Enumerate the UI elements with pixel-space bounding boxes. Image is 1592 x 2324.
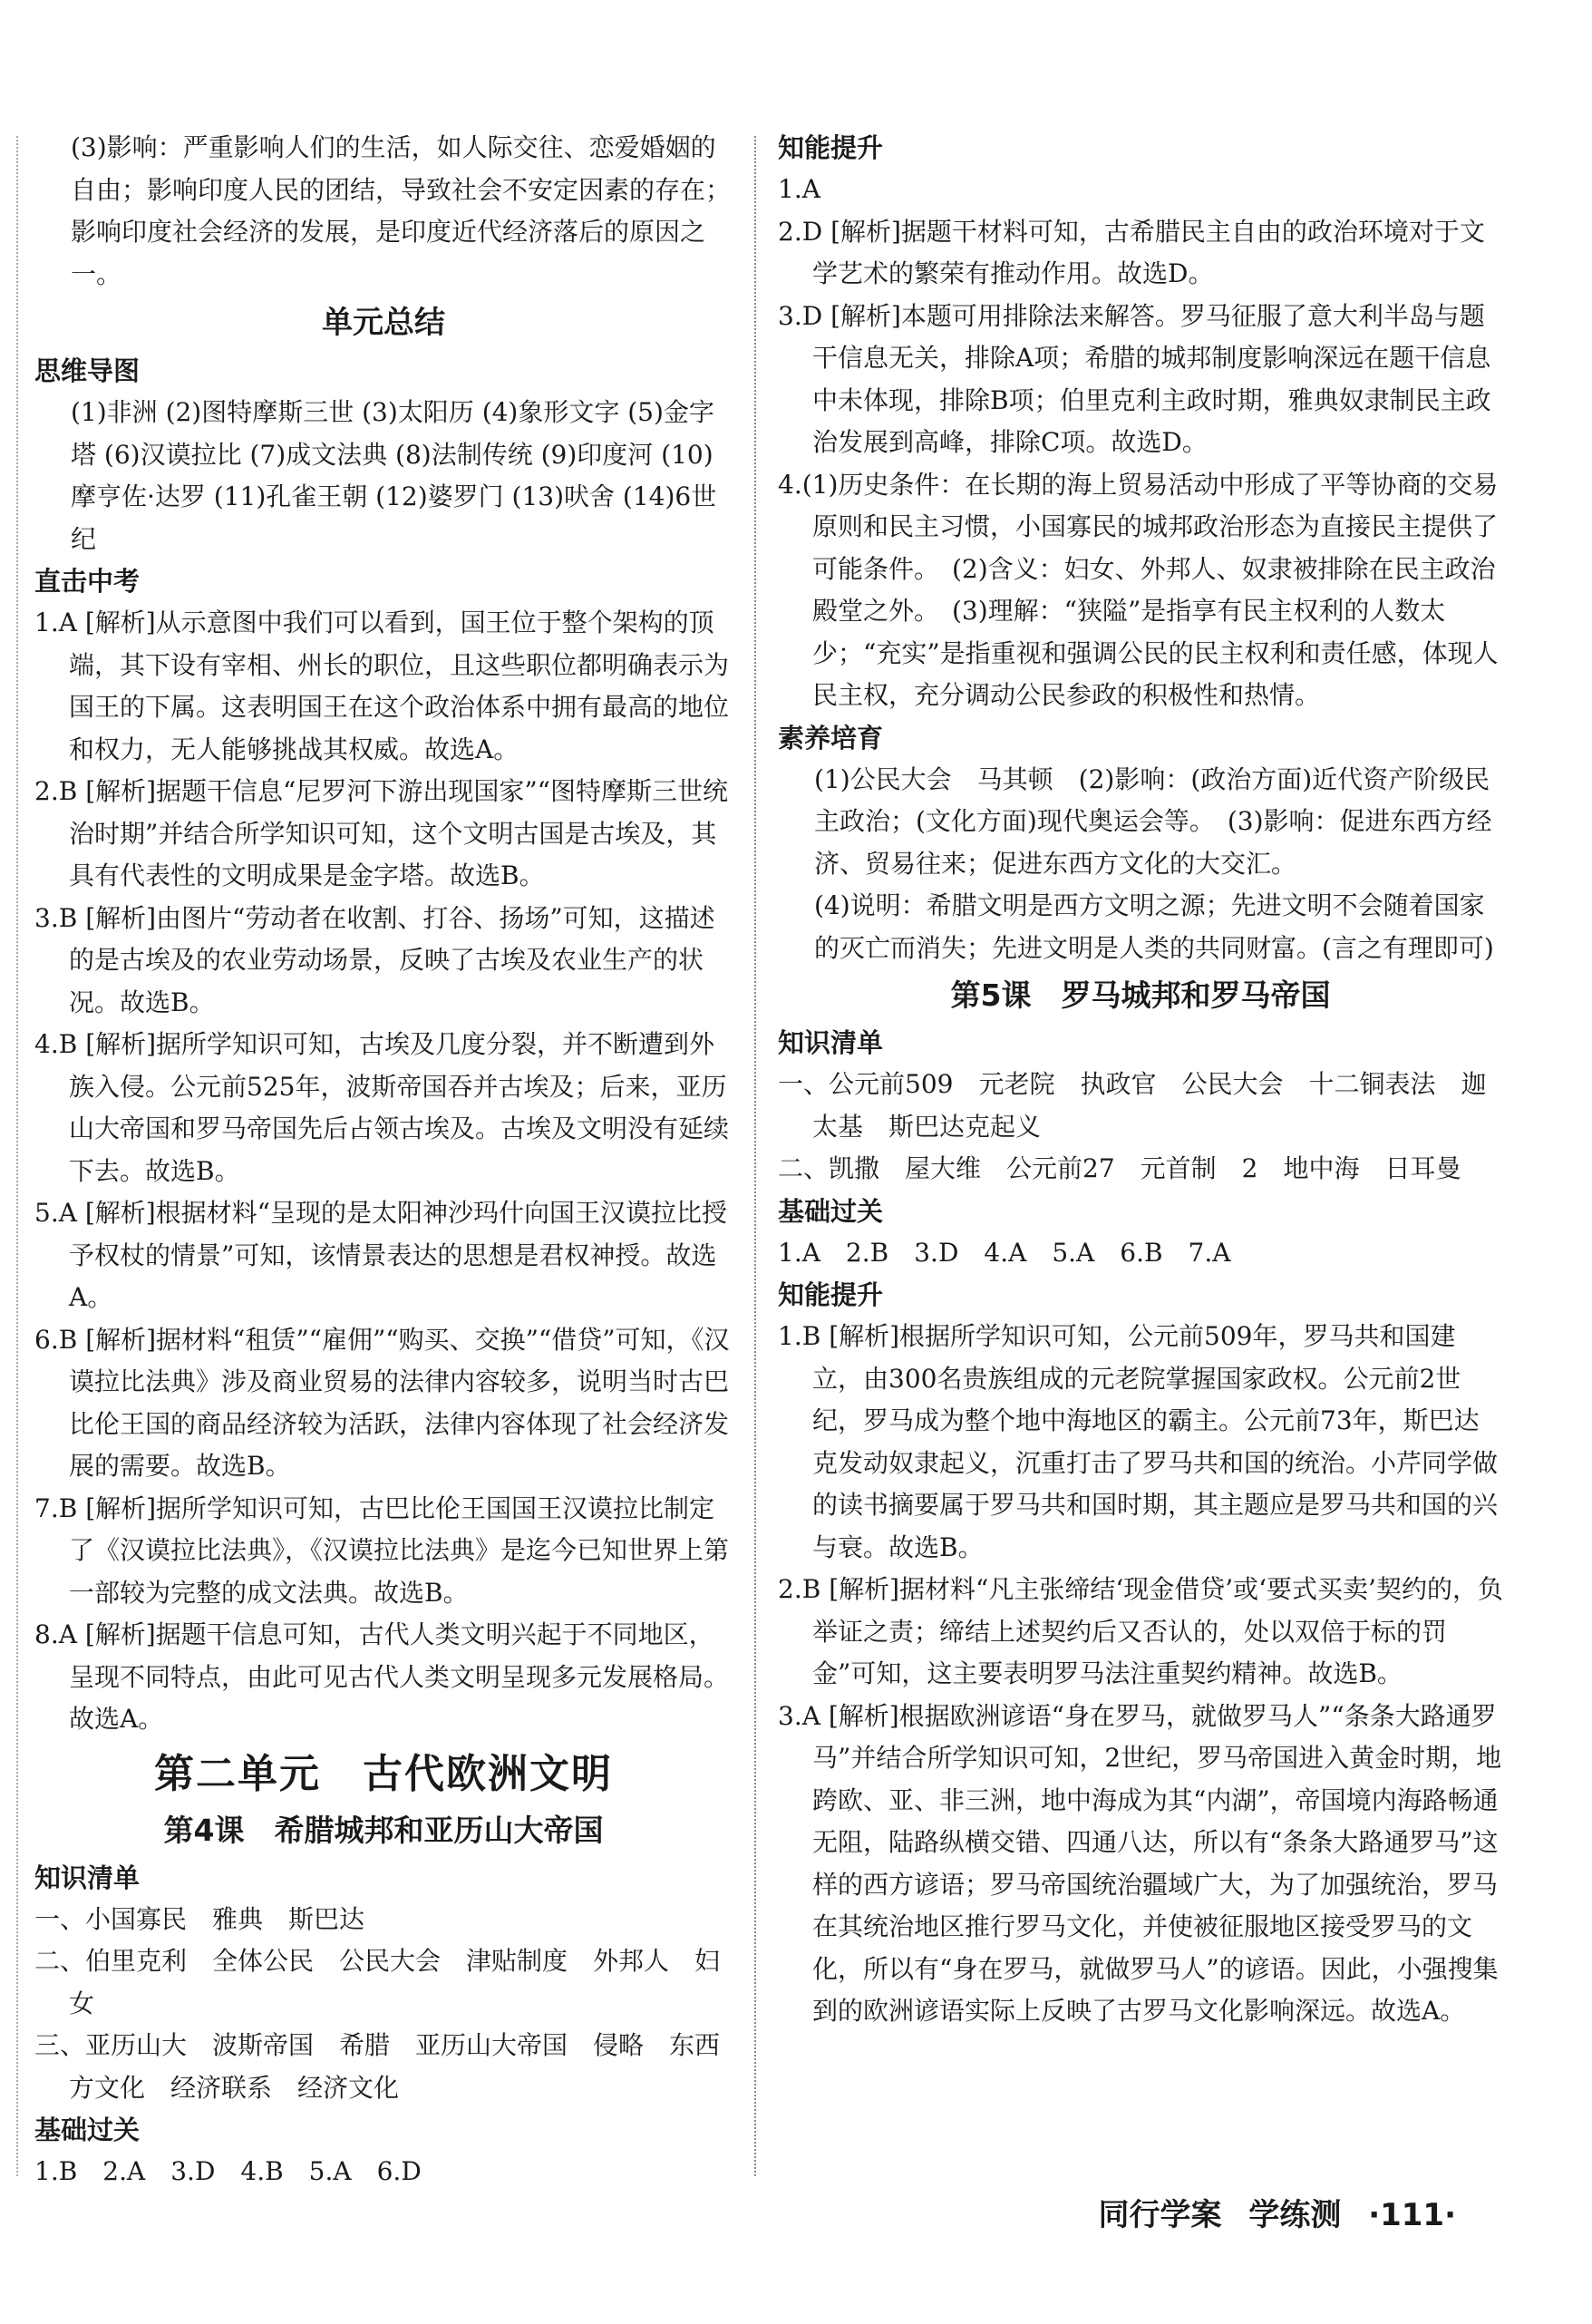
answer-item: 4.B [解析]据所学知识可知，古埃及几度分裂，并不断遭到外族入侵。公元前525年，波斯帝国吞并古埃及；后来，亚历山大帝国和罗马帝国先后占领古埃及。古埃及文明没有延续下去。故选B。 — [34, 1029, 730, 1186]
answer-item: 3.B [解析]由图片“劳动者在收割、打谷、扬场”可知，这描述的是古埃及的农业劳动场景，反映了古埃及农业生产的状况。故选B。 — [34, 902, 715, 1017]
literacy-heading: 素养培育 — [778, 722, 884, 754]
answer-item: 2.B [解析]据材料“凡主张缔结‘现金借贷’或‘要式买卖’契约的，负举证之责；缔结上述契约后又否认的，处以双倍于标的罚金”可知，这主要表明罗马法注重契约精神。故选B。 — [778, 1574, 1503, 1688]
mindmap-heading: 思维导图 — [34, 355, 141, 386]
basic-answers: 1.B 2.A 3.D 4.B 5.A 6.D — [34, 2156, 422, 2186]
knowledge-item: 一、小国寡民 雅典 斯巴达 — [34, 1903, 365, 1934]
knowledge-item: 一、公元前509 元老院 执政官 公民大会 十二铜表法 迦太基 斯巴达克起义 — [778, 1069, 1487, 1142]
knowledge-item: 三、亚历山大 波斯帝国 希腊 亚历山大帝国 侵略 东西方文化 经济联系 经济文化 — [34, 2030, 721, 2103]
knowledge-item: 二、伯里克利 全体公民 公民大会 津贴制度 外邦人 妇女 — [34, 1946, 721, 2018]
answer-item: 6.B [解析]据材料“租赁”“雇佣”“购买、交换”“借贷”可知，《汉谟拉比法典》涉及商业贸易的法律内容较多，说明当时古巴比伦王国的商品经济较为活跃，法律内容体现了社会经济发展的需要。故选B。 — [34, 1324, 730, 1481]
lesson5-title: 第5课 罗马城邦和罗马帝国 — [950, 977, 1331, 1013]
mindmap-answers: (1)非洲 (2)图特摩斯三世 (3)太阳历 (4)象形文字 (5)金字塔 (6)汉谟拉比 (7)成文法典 (8)法制传统 (9)印度河 (10)摩亨佐·达罗 (11)孔雀王朝 (12)婆罗门 (13)吠舍 (14)6世纪 — [71, 397, 717, 554]
knowledge-item: 二、凯撒 屋大维 公元前27 元首制 2 地中海 日耳曼 — [778, 1153, 1461, 1183]
answer-item: 5.A [解析]根据材料“呈现的是太阳神沙玛什向国王汉谟拉比授予权杖的情景”可知，该情景表达的思想是君权神授。故选A。 — [34, 1198, 728, 1312]
knowledge-heading: 知识清单 — [778, 1027, 884, 1058]
column-divider — [754, 136, 756, 2176]
answer-item: 1.B [解析]根据所学知识可知，公元前509年，罗马共和国建立，由300名贵族组成的元老院掌握国家政权。公元前2世纪，罗马成为整个地中海地区的霸主。公元前73年，斯巴达克发动奴隶起义，沉重打击了罗马共和国的统治。小芹同学做的读书摘要属于罗马共和国时期，其主题应是罗马共和国的兴与衰。故选B。 — [778, 1321, 1499, 1562]
right-column — [778, 127, 1503, 2033]
knowledge-heading: 知识清单 — [34, 1862, 141, 1893]
answer-item: 7.B [解析]据所学知识可知，古巴比伦王国国王汉谟拉比制定了《汉谟拉比法典》，《汉谟拉比法典》是迄今已知世界上第一部较为完整的成文法典。故选B。 — [34, 1493, 730, 1608]
zhongkao-heading: 直击中考 — [34, 566, 141, 597]
footer-series: 学练测 — [1248, 2197, 1342, 2233]
answer-item: 2.B [解析]据题干信息“尼罗河下游出现国家”“图特摩斯三世统治时期”并结合所学知识可知，这个文明古国是古埃及，其具有代表性的文明成果是金字塔。故选B。 — [34, 776, 728, 890]
answer-item: 4.(1)历史条件：在长期的海上贸易活动中形成了平等协商的交易原则和民主习惯，小国寡民的城邦政治形态为直接民主提供了可能条件。 (2)含义：妇女、外邦人、奴隶被排除在民主政治殿堂之外。 (3)理解：“狭隘”是指享有民主权利的人数太少；“充实”是指重视和强调公民的民主权利和责任感，体现人民主权，充分调动公民参政的积极性和热情。 — [778, 469, 1499, 710]
footer-brand: 同行学案 — [1098, 2197, 1222, 2233]
basic-answers: 1.A 2.B 3.D 4.A 5.A 6.B 7.A — [778, 1237, 1231, 1268]
basic-heading: 基础过关 — [778, 1195, 884, 1227]
unit2-title: 第二单元 古代欧洲文明 — [154, 1750, 613, 1797]
answer-item: 2.D [解析]据题干材料可知，古希腊民主自由的政治环境对于文学艺术的繁荣有推动作用。故选D。 — [778, 216, 1485, 288]
answer-item: 8.A [解析]据题干信息可知，古代人类文明兴起于不同地区，呈现不同特点，由此可见古代人类文明呈现多元发展格局。故选A。 — [34, 1619, 730, 1734]
answer-item: 1.A — [778, 174, 820, 204]
literacy-item: (1)公民大会 马其顿 (2)影响：(政治方面)近代资产阶级民主政治；(文化方面)现代奥运会等。 (3)影响：促进东西方经济、贸易往来；促进东西方文化的大交汇。 — [814, 763, 1492, 879]
literacy-item: (4)说明：希腊文明是西方文明之源；先进文明不会随着国家的灭亡而消失；先进文明是人类的共同财富。(言之有理即可) — [814, 890, 1494, 963]
answer-item: 1.A [解析]从示意图中我们可以看到，国王位于整个架构的顶端，其下设有宰相、州长的职位，且这些职位都明确表示为国王的下属。这表明国王在这个政治体系中拥有最高的地位和权力，无人能够挑战其权威。故选A。 — [34, 608, 730, 764]
unit-summary-title: 单元总结 — [322, 305, 445, 341]
ability-heading: 知能提升 — [778, 132, 884, 163]
basic-heading: 基础过关 — [34, 2115, 141, 2145]
left-edge-rule — [16, 136, 18, 2176]
ability2-heading: 知能提升 — [778, 1279, 884, 1310]
intro-paragraph: (3)影响：严重影响人们的生活，如人际交往、恋爱婚姻的自由；影响印度人民的团结，导致社会不安定因素的存在；影响印度社会经济的发展，是印度近代经济落后的原因之一。 — [71, 132, 732, 289]
page-footer — [1082, 2190, 1457, 2234]
page-number: ·111· — [1368, 2197, 1456, 2233]
answer-item: 3.A [解析]根据欧洲谚语“身在罗马，就做罗马人”“条条大路通罗马”并结合所学知识可知，2世纪，罗马帝国进入黄金时期，地跨欧、亚、非三洲，地中海成为其“内湖”，帝国境内海路畅通无阻，陆路纵横交错、四通八达，所以有“条条大路通罗马”这样的西方谚语；罗马帝国统治疆域广大，为了加强统治，罗马在其统治地区推行罗马文化，并使被征服地区接受罗马的文化，所以有“身在罗马，就做罗马人”的谚语。因此，小强搜集到的欧洲谚语实际上反映了古罗马文化影响深远。故选A。 — [778, 1700, 1502, 2026]
left-column — [34, 127, 733, 2193]
answer-item: 3.D [解析]本题可用排除法来解答。罗马征服了意大利半岛与题干信息无关，排除A项；希腊的城邦制度影响深远在题干信息中未体现，排除B项；伯里克利主政时期，雅典奴隶制民主政治发展到高峰，排除C项。故选D。 — [778, 300, 1491, 457]
lesson4-title: 第4课 希腊城邦和亚历山大帝国 — [163, 1812, 604, 1848]
